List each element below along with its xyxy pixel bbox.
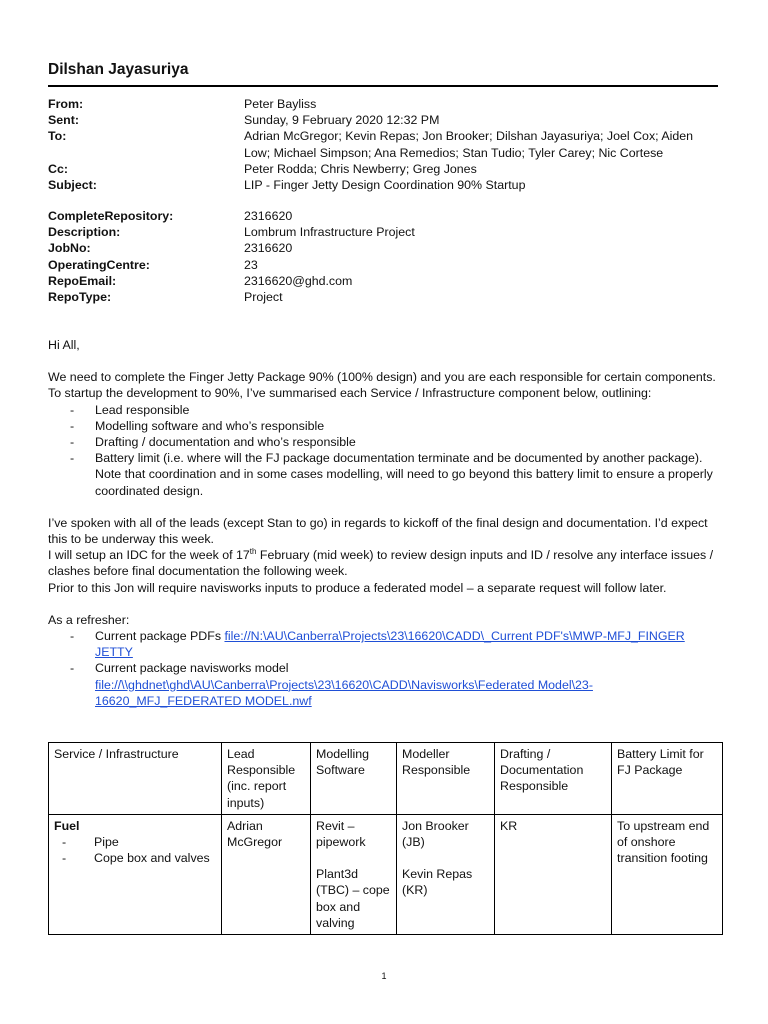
header-value: Sunday, 9 February 2020 12:32 PM — [244, 113, 440, 128]
table-header-cell: Battery Limit for FJ Package — [612, 743, 723, 815]
coordination-table — [48, 742, 723, 935]
paragraph-outline: To startup the development to 90%, I’ve summarised each Service / Infrastructure component below, outlining: — [48, 386, 652, 401]
navisworks-link[interactable]: file://\\ghdnet\ghd\AU\Canberra\Projects\23\16620\CADD\Navisworks\Federated Model\23-16620_MFJ_FEDERATED MODEL.nwf — [95, 677, 593, 708]
table-header-cell: Modelling Software — [311, 743, 397, 815]
header-label: Subject: — [48, 178, 97, 193]
repository-info — [48, 208, 720, 305]
list-item: - Current package PDFs file://N:\AU\Canberra\Projects\23\16620\CADD\_Current PDF's\MWP-MFJ_FINGER JETTY — [70, 629, 685, 660]
table-cell-modeller: Jon Brooker (JB) Kevin Repas (KR) — [397, 814, 495, 934]
list-item: - Lead responsible — [70, 402, 190, 417]
list-item: - Current package navisworks model file://\\ghdnet\ghd\AU\Canberra\Projects\23\16620\CADD\Navisworks\Federated Model\23-16620_MFJ_FEDERATED MODEL.nwf — [70, 661, 593, 708]
repo-row — [48, 240, 720, 256]
greeting: Hi All, — [48, 338, 80, 352]
pdf-link[interactable]: file://N:\AU\Canberra\Projects\23\16620\CADD\_Current PDF's\MWP-MFJ_FINGER JETTY — [95, 629, 685, 660]
table-header-cell: Drafting / Documentation Responsible — [495, 743, 612, 815]
repo-value: 2316620 — [244, 209, 293, 223]
link-label: Current package navisworks model — [95, 661, 289, 676]
repo-row — [48, 289, 720, 305]
header-subject-row — [48, 177, 720, 193]
paragraph-kickoff: I’ve spoken with all of the leads (except Stan to go) in regards to kickoff of the final design and documentation. I’d expect this to be underway this week. — [48, 515, 708, 547]
repo-label: OperatingCentre: — [48, 257, 150, 272]
list-item: - Cope box and valves — [62, 851, 210, 866]
header-label: To: — [48, 129, 67, 144]
header-to-row — [48, 128, 720, 160]
table-header-cell: Service / Infrastructure — [49, 743, 222, 815]
header-value: Peter Rodda; Chris Newberry; Greg Jones — [244, 161, 477, 176]
repo-row — [48, 257, 720, 273]
table-header-cell: Lead Responsible (inc. report inputs) — [222, 743, 311, 815]
header-from-row — [48, 96, 720, 112]
paragraph-navisworks: Prior to this Jon will require navisworks inputs to produce a federated model – a separate request will follow later. — [48, 580, 667, 595]
table-header-row — [49, 743, 723, 815]
sender-name: Dilshan Jayasuriya — [48, 60, 718, 87]
header-value: LIP - Finger Jetty Design Coordination 90% Startup — [244, 178, 526, 193]
repo-value: 23 — [244, 257, 258, 272]
page-number: 1 — [381, 971, 387, 981]
repo-value: Lombrum Infrastructure Project — [244, 225, 415, 240]
repo-value: Project — [244, 290, 283, 305]
table-cell-service: Fuel - Pipe - Cope box and valves — [49, 814, 222, 934]
header-cc-row — [48, 161, 720, 177]
outline-list — [48, 402, 720, 499]
repo-label: Description: — [48, 225, 121, 240]
header-value: Peter Bayliss — [244, 97, 317, 111]
table-cell-drafting: KR — [495, 814, 612, 934]
list-item: - Battery limit (i.e. where will the FJ package documentation terminate and be documented by another package). Note that coordination and in some cases modelling, will need to go beyond this battery limit to ensure a properly coordinated design. — [70, 451, 713, 498]
link-label: Current package PDFs — [95, 629, 225, 644]
header-label: From: — [48, 97, 84, 111]
paragraph-intro: We need to complete the Finger Jetty Package 90% (100% design) and you are each responsible for certain components. — [48, 370, 716, 385]
table-cell-lead: Adrian McGregor — [222, 814, 311, 934]
table-cell-battery: To upstream end of onshore transition footing — [612, 814, 723, 934]
repo-row — [48, 208, 720, 224]
repo-label: CompleteRepository: — [48, 209, 174, 223]
table-cell-software: Revit – pipework Plant3d (TBC) – cope box and valving — [311, 814, 397, 934]
header-label: Sent: — [48, 113, 79, 128]
repo-label: RepoType: — [48, 290, 112, 305]
repo-label: JobNo: — [48, 241, 91, 256]
header-sent-row — [48, 112, 720, 128]
repo-value: 2316620@ghd.com — [244, 273, 353, 288]
repo-value: 2316620 — [244, 241, 293, 256]
service-sub-list — [54, 834, 216, 866]
refresher-heading: As a refresher: — [48, 612, 130, 627]
list-item: - Drafting / documentation and who’s responsible — [70, 435, 356, 450]
list-item: - Pipe — [62, 835, 119, 850]
header-label: Cc: — [48, 161, 68, 176]
repo-label: RepoEmail: — [48, 273, 117, 288]
email-body — [48, 337, 720, 709]
list-item: - Modelling software and who’s responsible — [70, 418, 325, 433]
refresher-list — [48, 628, 720, 709]
header-value: Adrian McGregor; Kevin Repas; Jon Brooker; Dilshan Jayasuriya; Joel Cox; Aiden Low; Michael Simpson; Ana Remedios; Stan Tudio; Tyler Carey; Nic Cortese — [244, 129, 694, 160]
table-row — [49, 814, 723, 934]
repo-row — [48, 224, 720, 240]
paragraph-idc: I will setup an IDC for the week of 17th February (mid week) to review design inputs and ID / resolve any interface issues / clashes before final documentation the following week. — [48, 547, 714, 579]
email-header — [48, 96, 720, 193]
repo-row — [48, 273, 720, 289]
table-header-cell: Modeller Responsible — [397, 743, 495, 815]
